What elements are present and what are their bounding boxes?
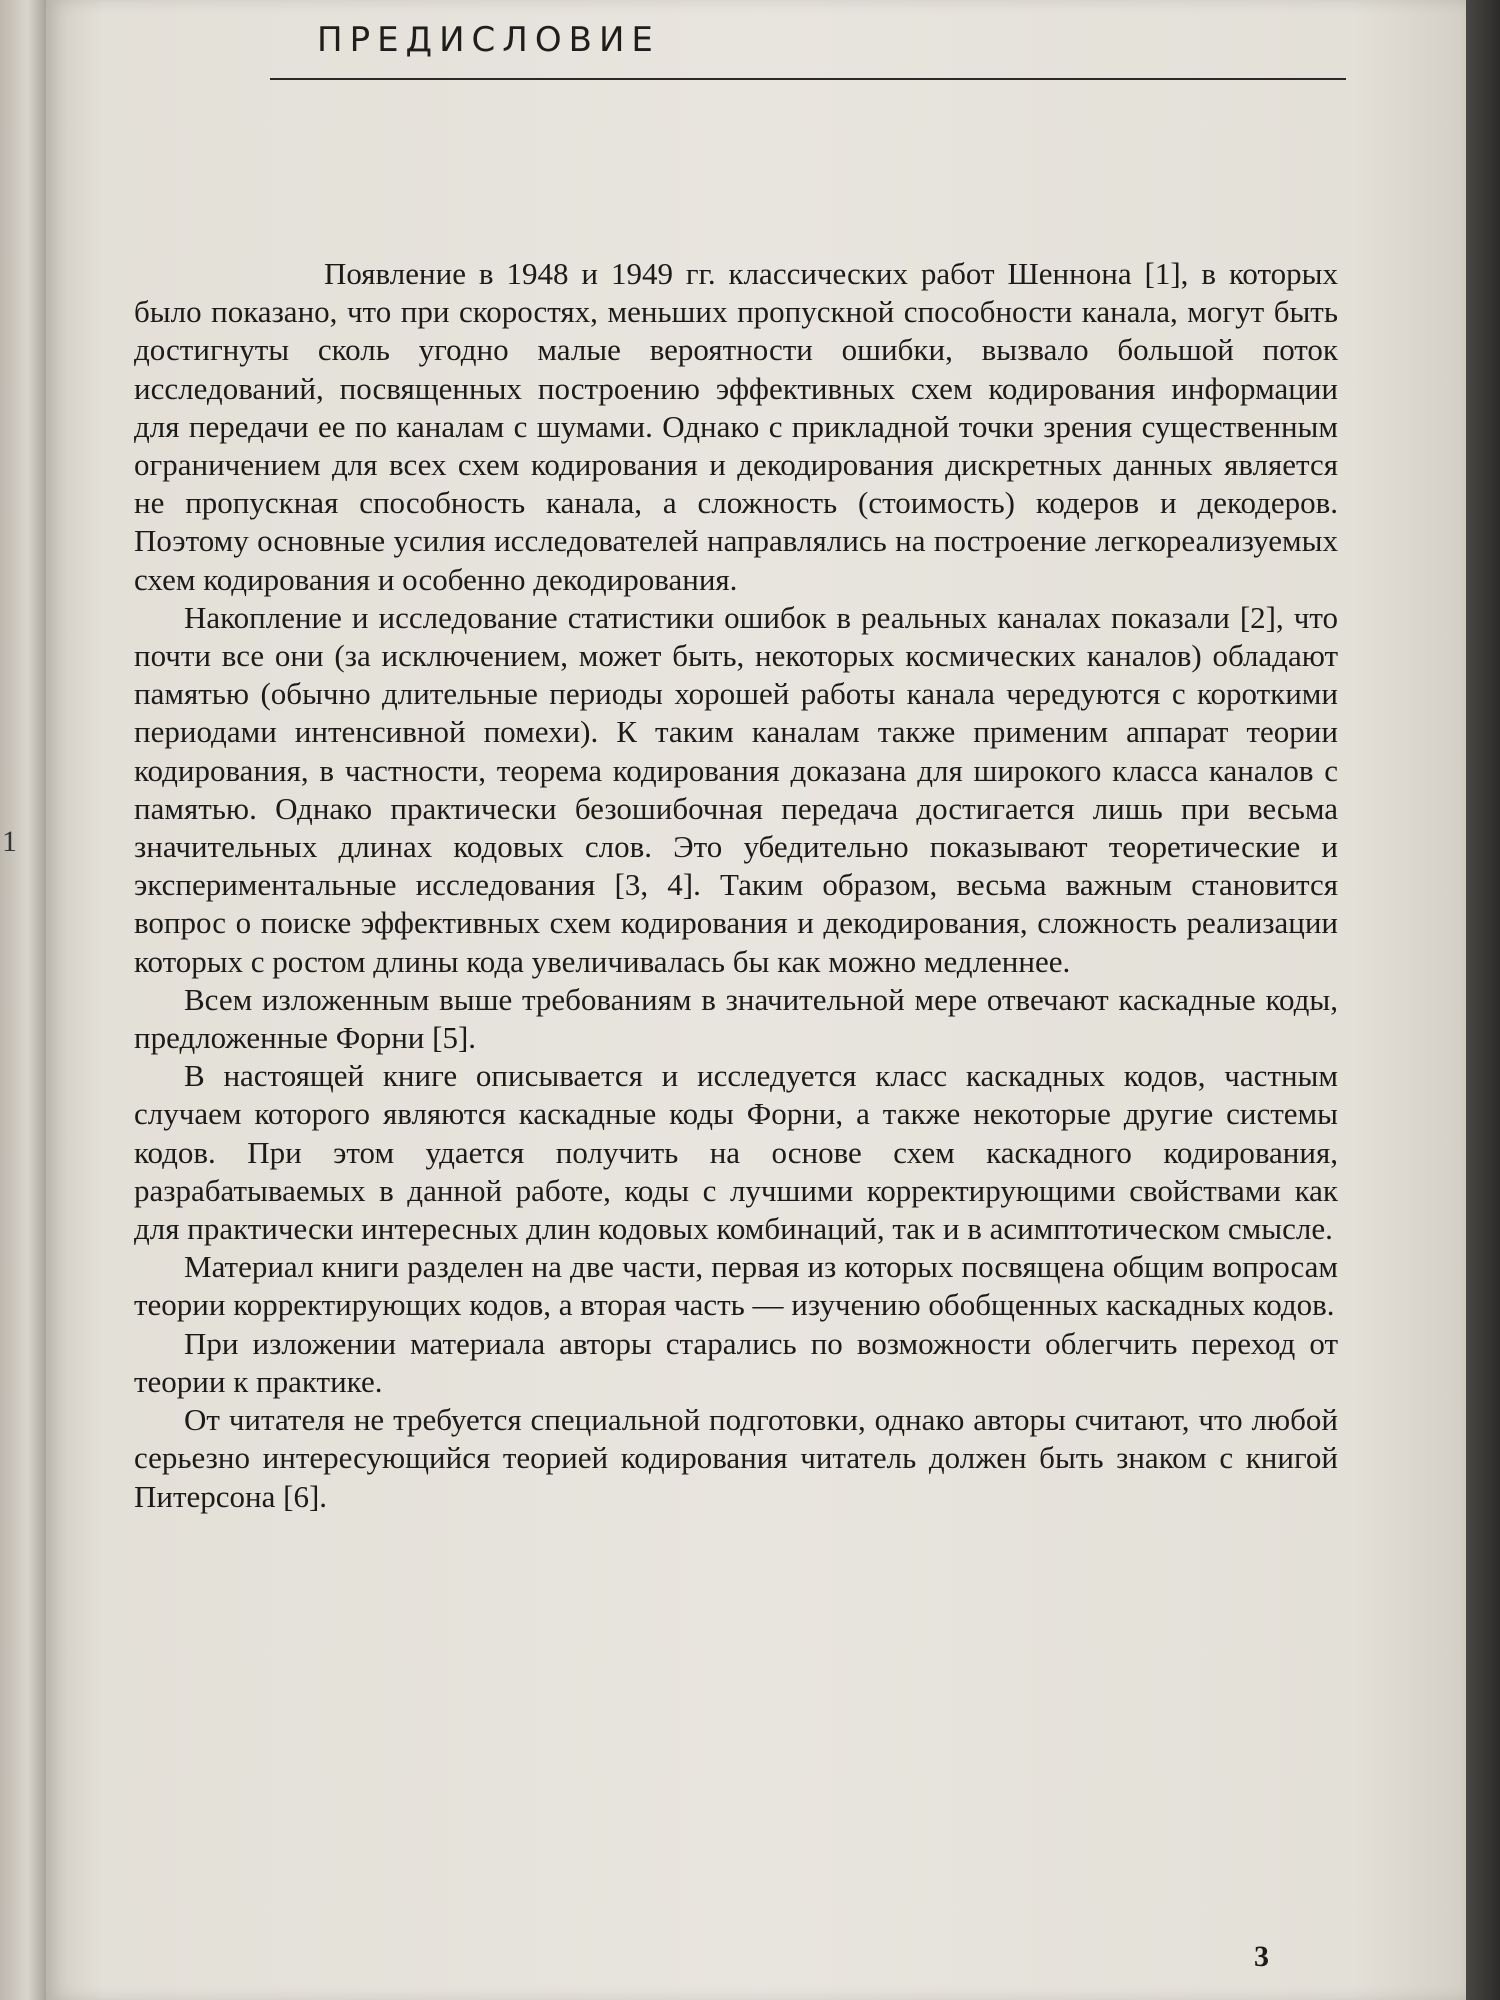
paragraph: Всем изложенным выше требованиям в значительной мере отвечают каскадные коды, предложенные Форни [5].	[134, 981, 1338, 1056]
paragraph: Накопление и исследование статистики ошибок в реальных каналах показали [2], что почти все они (за исключением, может быть, некоторых космических каналов) обладают памятью (обычно длительные периоды хорошей работы канала чередуются с короткими периодами интенсивной помехи). К таким каналам также применим аппарат теории кодирования, в частности, теорема кодирования доказана для широкого класса каналов с памятью. Однако практически безошибочная передача достигается лишь при весьма значительных длинах кодовых слов. Это убедительно показывают теоретические и экспериментальные исследования [3, 4]. Таким образом, весьма важным становится вопрос о поиске эффективных схем кодирования и декодирования, сложность реализации которых с ростом длины кода увеличивалась бы как можно медленнее.	[134, 599, 1338, 979]
page-title: ПРЕДИСЛОВИЕ	[317, 20, 660, 60]
previous-page-edge	[0, 0, 46, 2000]
paragraph: Материал книги разделен на две части, первая из которых посвящена общим вопросам теории корректирующих кодов, а вторая часть — изучению обобщенных каскадных кодов.	[134, 1249, 1338, 1323]
paragraph: При изложении материала авторы старались по возможности облегчить переход от теории к практике.	[134, 1325, 1338, 1399]
page-header	[270, 16, 1346, 80]
preface-body	[134, 255, 1338, 1516]
page-number: 3	[1254, 1940, 1269, 1973]
paragraph: Появление в 1948 и 1949 гг. классических работ Шеннона [1], в которых было показано, что при скоростях, меньших пропускной способности канала, могут быть достигнуты сколь угодно малые вероятности ошибки, вызвало большой поток исследований, посвященных построению эффективных схем кодирования информации для передачи ее по каналам с шумами. Однако с прикладной точки зрения существенным ограничением для всех схем кодирования и декодирования дискретных данных является не пропускная способность канала, а сложность (стоимость) кодеров и декодеров. Поэтому основные усилия исследователей направлялись на построение легкореализуемых схем кодирования и особенно декодирования.	[134, 256, 1338, 597]
paragraph: От читателя не требуется специальной подготовки, однако авторы считают, что любой серьезно интересующийся теорией кодирования читатель должен быть знаком с книгой Питерсона [6].	[134, 1402, 1338, 1514]
margin-mark: 1	[2, 825, 17, 858]
page-edge-shadow	[1466, 0, 1500, 2000]
paragraph: В настоящей книге описывается и исследуется класс каскадных кодов, частным случаем которого являются каскадные коды Форни, а также некоторые другие системы кодов. При этом удается получить на основе схем каскадного кодирования, разрабатываемых в данной работе, коды с лучшими корректирующими свойствами как для практически интересных длин кодовых комбинаций, так и в асимптотическом смысле.	[134, 1058, 1338, 1247]
